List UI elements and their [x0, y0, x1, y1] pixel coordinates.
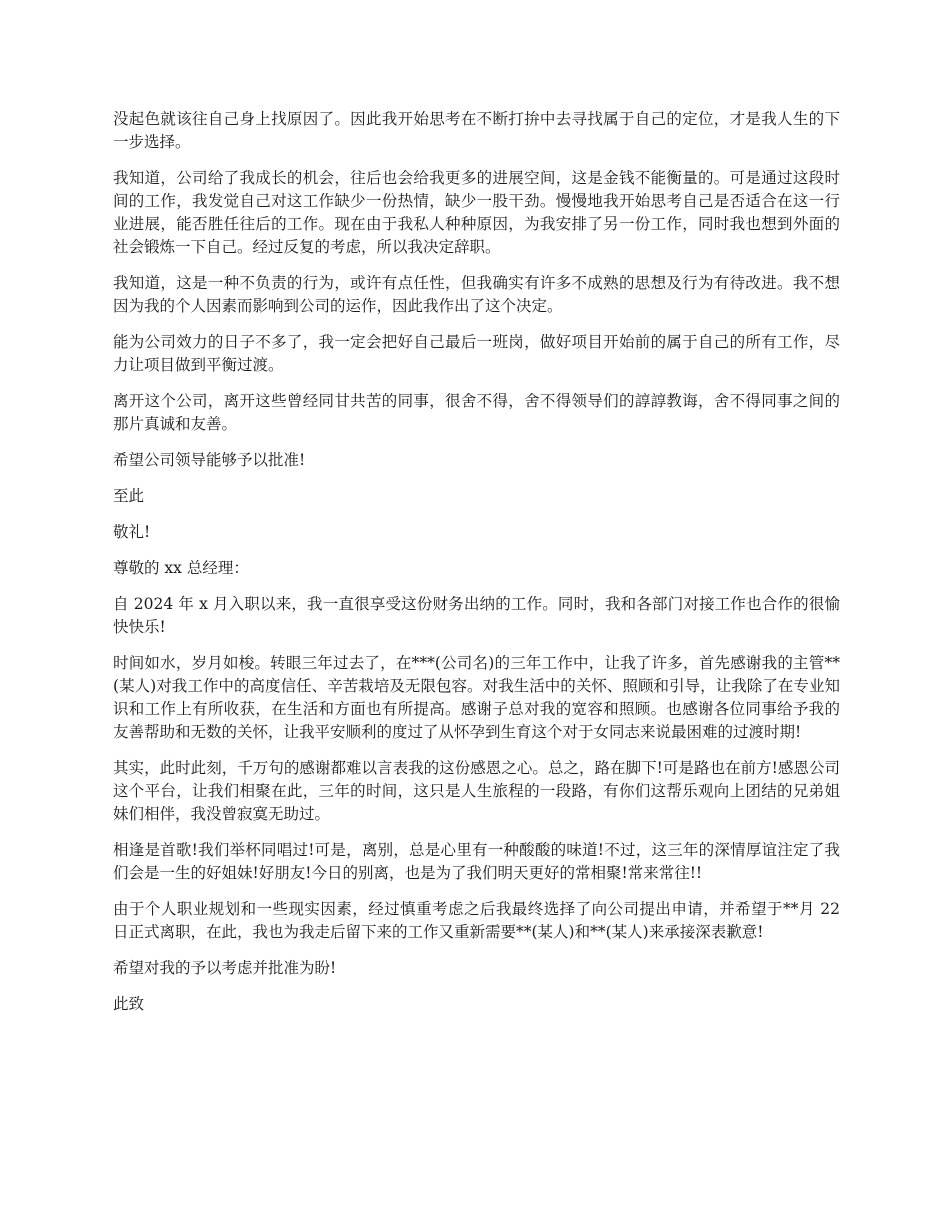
paragraph-11: 时间如水，岁月如梭。转眼三年过去了，在***(公司名)的三年工作中，让我了许多，首先感谢我的主管**(某人)对我工作中的高度信任、辛苦栽培及无限包容。对我生活中的关怀、照顾和引导，让我除了在专业知识和工作上有所收获，在生活和方面也有所提高。感谢子总对我的宽容和照顾。也感谢各位同事给予我的友善帮助和无数的关怀，让我平安顺利的度过了从怀孕到生育这个对于女同志来说最困难的过渡时期! [113, 654, 840, 741]
paragraph-4: 能为公司效力的日子不多了，我一定会把好自己最后一班岗，做好项目开始前的属于自己的所有工作，尽力让项目做到平衡过渡。 [113, 333, 840, 374]
paragraph-12: 其实，此时此刻，千万句的感谢都难以言表我的这份感恩之心。总之，路在脚下!可是路也在前方!感恩公司这个平台，让我们相聚在此，三年的时间，这只是人生旅程的一段路，有你们这帮乐观向上团结的兄弟姐妹们相伴，我没曾寂寞无助过。 [113, 759, 840, 823]
paragraph-15: 希望对我的予以考虑并批准为盼! [113, 959, 337, 977]
paragraph-6: 希望公司领导能够予以批准! [113, 451, 306, 469]
paragraph-5: 离开这个公司，离开这些曾经同甘共苦的同事，很舍不得，舍不得领导们的諄諄教诲，舍不得同事之间的那片真诚和友善。 [113, 392, 840, 433]
paragraph-7: 至此 [113, 487, 145, 505]
paragraph-10: 自 2024 年 x 月入职以来，我一直很享受这份财务出纳的工作。同时，我和各部门对接工作也合作的很愉快快乐! [113, 595, 840, 636]
paragraph-1: 没起色就该往自己身上找原因了。因此我开始思考在不断打拚中去寻找属于自己的定位，才是我人生的下一步选择。 [113, 110, 840, 151]
paragraph-2: 我知道，公司给了我成长的机会，往后也会给我更多的进展空间，这是金钱不能衡量的。可是通过这段时间的工作，我发觉自己对这工作缺少一份热情，缺少一股干劲。慢慢地我开始思考自己是否适合在这一行业进展，能否胜任往后的工作。现在由于我私人种种原因，为我安排了另一份工作，同时我也想到外面的社会锻炼一下自己。经过反复的考虑，所以我决定辞职。 [113, 169, 840, 256]
paragraph-14: 由于个人职业规划和一些现实因素，经过慎重考虑之后我最终选择了向公司提出申请，并希望于**月 22 日正式离职，在此，我也为我走后留下来的工作又重新需要**(某人)和**(某人)来承接深表歉意! [113, 900, 840, 941]
closing: 此致 [113, 995, 145, 1013]
salutation: 尊敬的 xx 总经理： [113, 559, 249, 577]
paragraph-8: 敬礼! [113, 523, 151, 541]
paragraph-13: 相逢是首歌!我们举杯同唱过!可是，离别，总是心里有一种酸酸的味道!不过，这三年的深情厚谊注定了我们会是一生的好姐妹!好朋友!今日的别离，也是为了我们明天更好的常相聚!常来常往!! [113, 841, 840, 882]
paragraph-3: 我知道，这是一种不负责的行为，或许有点任性，但我确实有许多不成熟的思想及行为有待改进。我不想因为我的个人因素而影响到公司的运作，因此我作出了这个决定。 [113, 274, 840, 315]
document-body [113, 108, 840, 1029]
